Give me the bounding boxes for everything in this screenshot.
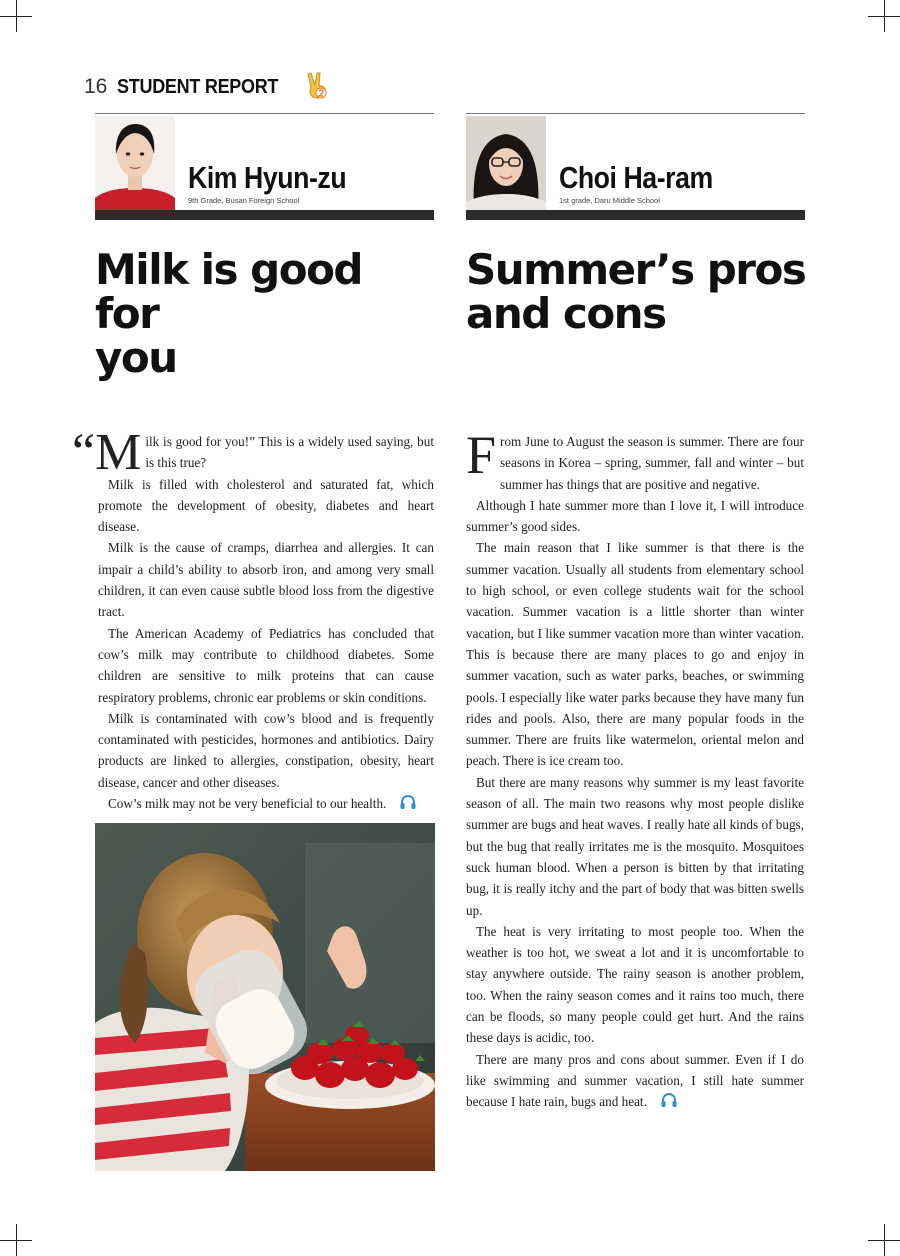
article-headline-left [95, 245, 435, 382]
paragraph: The main reason that I like summer is that there is the summer vacation. Usually all students from elementary school to high school, or even college students wait for the school vacation. Summer vacation is a little shorter than winter vacation, but I like summer vacation more than winter vacation. This is because there are many places to go and enjoy in summer vacation, such as water parks, beaches, or swimming pools. I especially like water parks because they have many fun rides and pools. Also, there are many popular foods in the summer. There are fruits like watermelon, oriental melon and peach. There is ice cream too. [466, 540, 804, 769]
paragraph [466, 425, 804, 495]
paragraph: Milk is contaminated with cow’s blood and is frequently contaminated with pesticides, hormones and antibiotics. Dairy products are linked to allergies, constipation, obesity, heart disease, cancer and other diseases. [98, 710, 434, 790]
section-title: STUDENT REPORT [117, 75, 279, 98]
headline-line: Summer’s pros [466, 245, 806, 294]
drop-cap [72, 424, 142, 481]
paragraph [98, 793, 434, 816]
paragraph: The American Academy of Pediatrics has concluded that cow’s milk may contribute to childhood diabetes. Some children are sensitive to milk proteins that can cause respiratory problems, chronic ear problems or skin conditions. [98, 625, 434, 705]
paragraph-text: There are many pros and cons about summer. Even if I do like swimming and summer vacation, I still hate summer because I hate rain, bugs and heat. [466, 1051, 804, 1110]
open-quote: “ [72, 424, 96, 481]
author-photo-right [466, 116, 546, 212]
crop-mark [884, 1224, 885, 1256]
page-header [84, 72, 331, 102]
author-name-left: Kim Hyun-zu [188, 160, 347, 195]
author-school-right: 1st grade, Daru Middle School [559, 196, 660, 205]
paragraph-text: Cow’s milk may not be very beneficial to our health. [108, 796, 387, 812]
paragraph: But there are many reasons why summer is my least favorite season of all. The main two reasons why most people dislike summer are bugs and heat waves. I really hate all kinds of bugs, but the bug that really irritates me is the mosquito. Mosquitoes suck human blood. When a person is bitten by that irritating bug, it is really itchy and the part of body that was bitten swells up. [466, 774, 804, 918]
crop-mark [16, 1224, 17, 1256]
author-divider-right [466, 113, 805, 114]
author-school-left: 9th Grade, Busan Foreign School [188, 196, 300, 205]
article-body-left [72, 424, 434, 816]
paragraph-text: rom June to August the season is summer. There are four seasons in Korea – spring, summer, fall and winter – but summer has things that are positive and negative. [500, 434, 804, 492]
paragraph [72, 424, 434, 481]
headphones-icon [389, 794, 417, 816]
headline-line: you [95, 333, 177, 382]
author-bar-left [95, 210, 434, 220]
page-number: 16 [84, 75, 108, 98]
paragraph-text: ilk is good for you!” This is a widely used saying, but is this true? [145, 434, 434, 471]
victory-hand-icon [305, 70, 331, 105]
headline-line: Milk is good for [95, 245, 362, 338]
paragraph: Milk is the cause of cramps, diarrhea and allergies. It can impair a child’s ability to absorb iron, and among very small children, it can even cause subtle blood loss from the digestive tract. [98, 540, 434, 620]
headline-line: and cons [466, 289, 666, 338]
drop-cap-letter: M [95, 424, 142, 481]
headphones-icon [650, 1092, 678, 1114]
paragraph: Milk is filled with cholesterol and saturated fat, which promote the development of obesity, diabetes and heart disease. [98, 476, 434, 535]
paragraph: Although I hate summer more than I love it, I will introduce summer’s good sides. [466, 497, 804, 535]
author-divider-left [95, 113, 434, 114]
drop-cap-letter: F [466, 425, 497, 485]
article-body-right [466, 425, 804, 1114]
paragraph: The heat is very irritating to most people too. When the weather is too hot, we sweat a lot and it is uncomfortable to stay anywhere outside. The rainy season is another problem, too. When the rainy season comes and it rains too much, there can be floods, so many people could get hurt. And the rains these days is acidic, too. [466, 923, 804, 1046]
article-photo-girl-drinking-milk [95, 823, 435, 1171]
author-bar-right [466, 210, 805, 220]
author-name-right: Choi Ha-ram [559, 160, 713, 195]
crop-mark [16, 0, 17, 32]
paragraph [466, 1049, 804, 1115]
author-photo-left [95, 116, 175, 212]
article-headline-right [466, 245, 806, 338]
crop-mark [884, 0, 885, 32]
